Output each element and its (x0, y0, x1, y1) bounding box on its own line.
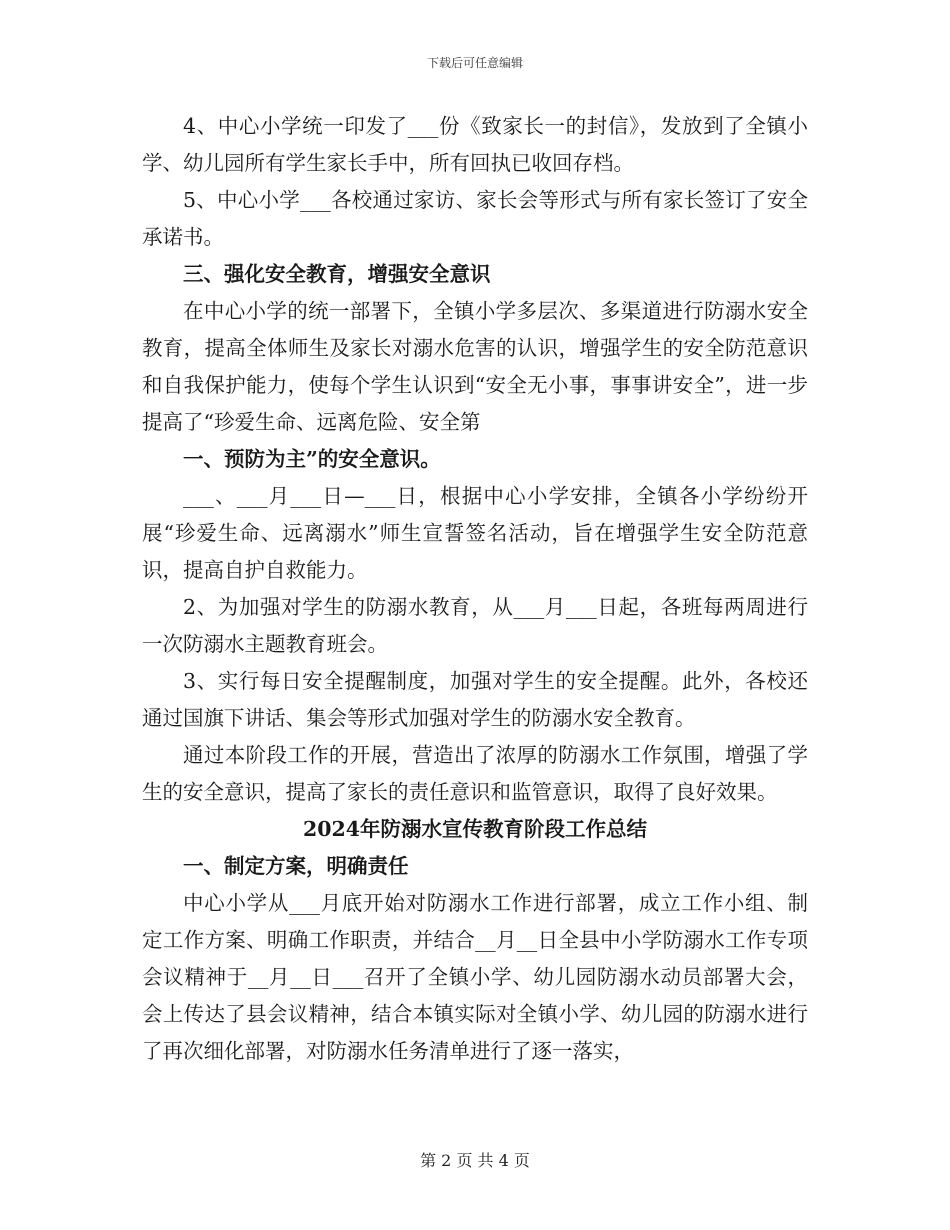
document-body (142, 108, 808, 1070)
section-heading-prevention: 一、预防为主”的安全意识。 (183, 447, 441, 471)
paragraph-plan: 中心小学从___月底开始对防溺水工作进行部署，成立工作小组、制定工作方案、明确工作职责，并结合__月__日全县中小学防溺水工作专项会议精神于__月__日___召开了全镇小学、幼儿园防溺水动员部署大会，会上传达了县会议精神，结合本镇实际对全镇小学、幼儿园的防溺水进行了再次细化部署，对防溺水任务清单进行了逐一落实， (142, 891, 808, 1063)
paragraph-pledge-activity: ___、___月___日—___日，根据中心小学安排，全镇各小学纷纷开展“珍爱生命、远离溺水”师生宣誓签名活动，旨在增强学生安全防范意识，提高自护自救能力。 (142, 484, 808, 582)
paragraph-education-intro: 在中心小学的统一部署下，全镇小学多层次、多渠道进行防溺水安全教育，提高全体师生及家长对溺水危害的认识，增强学生的安全防范意识和自我保护能力，使每个学生认识到“安全无小事，事事讲安全”，进一步提高了“珍爱生命、远离危险、安全第 (142, 299, 808, 434)
paragraph-class-meeting: 2、为加强对学生的防溺水教育，从___月___日起，各班每两周进行一次防溺水主题教育班会。 (142, 595, 808, 656)
paragraph-daily-reminder: 3、实行每日安全提醒制度，加强对学生的安全提醒。此外，各校还通过国旗下讲话、集会等形式加强对学生的防溺水安全教育。 (142, 669, 808, 730)
section-heading-3: 三、强化安全教育，增强安全意识 (183, 262, 491, 286)
paragraph-item-5: 5、中心小学___各校通过家访、家长会等形式与所有家长签订了安全承诺书。 (142, 188, 808, 249)
section-heading-1: 一、制定方案，明确责任 (183, 854, 409, 878)
paragraph-item-4: 4、中心小学统一印发了___份《致家长一的封信》，发放到了全镇小学、幼儿园所有学生家长手中，所有回执已收回存档。 (142, 114, 808, 175)
page-header: 下载后可任意编辑 (426, 56, 523, 70)
page-number: 第 2 页 共 4 页 (420, 1151, 530, 1170)
document-title: 2024年防溺水宣传教育阶段工作总结 (302, 817, 648, 841)
paragraph-results: 通过本阶段工作的开展，营造出了浓厚的防溺水工作氛围，增强了学生的安全意识，提高了家长的责任意识和监管意识，取得了良好效果。 (142, 743, 808, 804)
